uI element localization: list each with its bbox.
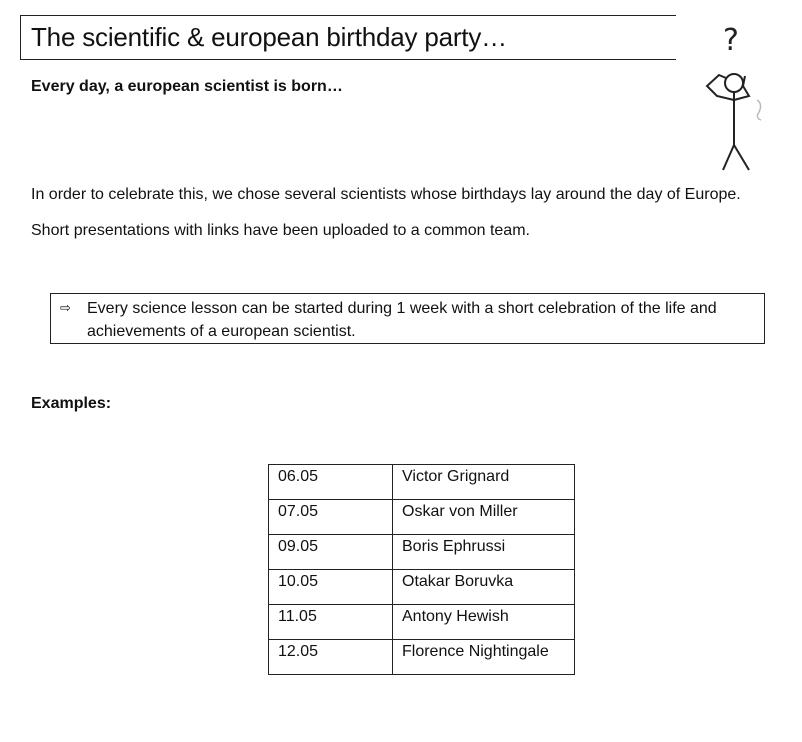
paragraph-celebrate: In order to celebrate this, we chose several scientists whose birthdays lay around the day of Europe. — [31, 186, 741, 203]
subtitle: Every day, a european scientist is born… — [31, 78, 343, 95]
date-cell: 07.05 — [269, 500, 393, 535]
paragraph-presentations: Short presentations with links have been uploaded to a common team. — [31, 222, 530, 239]
title-box — [20, 15, 676, 60]
scientist-name-cell: Oskar von Miller — [393, 500, 575, 535]
examples-label: Examples: — [31, 395, 112, 412]
table-row — [269, 640, 575, 675]
table-row — [269, 465, 575, 500]
table-row — [269, 535, 575, 570]
scientist-name-cell: Florence Nightingale — [393, 640, 575, 675]
note-box — [50, 293, 765, 344]
table-row — [269, 500, 575, 535]
page-title: The scientific & european birthday party… — [31, 22, 507, 52]
date-cell: 12.05 — [269, 640, 393, 675]
date-cell: 06.05 — [269, 465, 393, 500]
thinking-stickman-icon — [695, 20, 770, 180]
note-text: Every science lesson can be started during 1 week with a short celebration of the life and achievements of a european scientist. — [87, 300, 717, 340]
date-cell: 09.05 — [269, 535, 393, 570]
scientist-name-cell: Antony Hewish — [393, 605, 575, 640]
date-cell: 10.05 — [269, 570, 393, 605]
scientist-name-cell: Otakar Boruvka — [393, 570, 575, 605]
question-mark: ? — [723, 23, 739, 58]
table-row — [269, 570, 575, 605]
scientist-name-cell: Victor Grignard — [393, 465, 575, 500]
date-cell: 11.05 — [269, 605, 393, 640]
arrow-right-icon: ⇨ — [60, 300, 71, 315]
examples-table — [268, 464, 575, 675]
table-row — [269, 605, 575, 640]
scientist-name-cell: Boris Ephrussi — [393, 535, 575, 570]
